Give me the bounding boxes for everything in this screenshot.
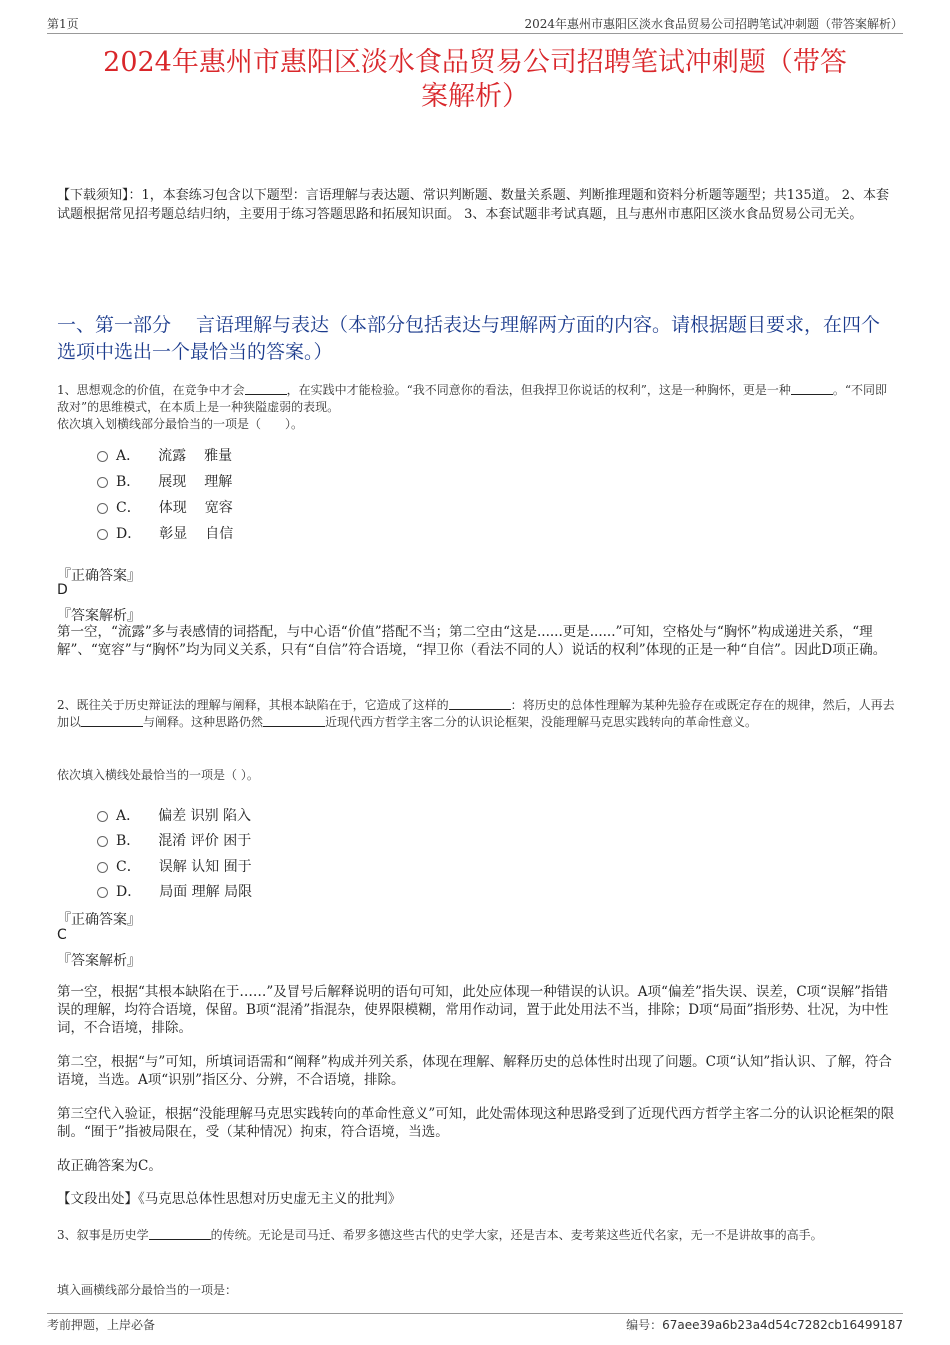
- page-footer: [47, 1313, 903, 1332]
- q1-correct-label: 『正确答案』: [57, 568, 141, 584]
- q2-conclusion: 故正确答案为C。: [57, 1158, 162, 1174]
- radio-icon[interactable]: [97, 887, 108, 898]
- page-number: 第1页: [47, 17, 79, 31]
- option-key: D．: [116, 884, 142, 900]
- radio-icon[interactable]: [97, 862, 108, 873]
- q2-analysis-1: 第一空，根据“其根本缺陷在于……”及冒号后解释说明的语句可知，此处应体现一种错误的认识。A项“偏差”指失误、误差，C项“误解”指错误的理解，均符合语境，保留。B项“混淆”指混杂，使界限模糊，常用作动词，置于此处用法不当，排除；D项“局面”指形势、壮况，为中性词，不合语境，排除。: [57, 984, 889, 1036]
- page-header: [47, 13, 903, 34]
- option-word-2: 雅量: [204, 448, 233, 464]
- radio-icon[interactable]: [97, 503, 108, 514]
- q2-analysis-2: 第二空，根据“与”可知，所填词语需和“阐释”构成并列关系，体现在理解、解释历史的总体性时出现了问题。C项“认知”指认识、了解，符合语境，当选。A项“识别”指区分、分辨，不合语境，排除。: [57, 1054, 892, 1088]
- q2-blank-1: [449, 697, 511, 710]
- header-doc-title: 2024年惠州市惠阳区淡水食品贸易公司招聘笔试冲刺题（带答案解析）: [524, 17, 903, 31]
- download-notice: 【下载须知】：1，本套练习包含以下题型：言语理解与表达题、常识判断题、数量关系题、判断推理题和资料分析题等题型；共135道。 2、本套试题根据常见招考题总结归纳，主要用于练习答题思路和拓展知识面。 3、本套试题非考试真题，且与惠州市惠阳区淡水食品贸易公司无关。: [57, 188, 889, 222]
- option-key: A．: [116, 808, 141, 824]
- q2-option-a[interactable]: [97, 805, 251, 825]
- radio-icon[interactable]: [97, 451, 108, 462]
- q1-text-c: 。“不同即敌对”的思维模式，在本质上是一种狭隘虚弱的表现。: [57, 383, 888, 414]
- option-key: C．: [116, 500, 141, 516]
- q1-text-a: 1、思想观念的价值，在竞争中才会: [57, 383, 245, 397]
- radio-icon[interactable]: [97, 529, 108, 540]
- footer-code-value: 67aee39a6b23a4d54c7282cb16499187: [662, 1318, 903, 1332]
- q1-blank-2: [791, 382, 833, 395]
- q1-blank-1: [245, 382, 287, 395]
- option-word-1: 流露: [158, 448, 187, 464]
- radio-icon[interactable]: [97, 836, 108, 847]
- q2-answer: C: [57, 927, 67, 943]
- q2-text-d: 近现代西方哲学主客二分的认识论框架，没能理解马克思实践转向的革命性意义。: [325, 715, 758, 729]
- q2-blank-2: [81, 714, 143, 727]
- q3-text-a: 3、叙事是历史学: [57, 1228, 149, 1242]
- option-text: 混淆 评价 困于: [158, 833, 252, 849]
- q2-text-b: ：将历史的总体性理解为某种先验存在或既定存在的规律，然后，人再去加以: [57, 698, 895, 729]
- option-key: B．: [116, 833, 141, 849]
- document-title: [40, 46, 910, 114]
- q2-option-b[interactable]: [97, 830, 251, 850]
- option-key: C．: [116, 859, 141, 875]
- q1-option-d[interactable]: [97, 523, 233, 543]
- footer-code: [626, 1316, 903, 1333]
- option-text: 局面 理解 局限: [159, 884, 253, 900]
- option-word-1: 彰显: [159, 526, 188, 542]
- option-key: D．: [116, 526, 142, 542]
- q3-blank-1: [149, 1227, 211, 1240]
- q2-option-d[interactable]: [97, 881, 252, 901]
- q2-option-c[interactable]: [97, 856, 252, 876]
- q2-source: 【文段出处】《马克思总体性思想对历史虚无主义的批判》: [57, 1191, 402, 1207]
- section-title: 一、第一部分 言语理解与表达（本部分包括表达与理解两方面的内容。请根据题目要求，在四个选项中选出一个最恰当的答案。）: [57, 314, 881, 363]
- option-word-1: 展现: [158, 474, 187, 490]
- q1-option-a[interactable]: [97, 445, 232, 465]
- question-3-stem: [57, 1227, 897, 1244]
- q1-option-b[interactable]: [97, 471, 232, 491]
- option-word-2: 自信: [205, 526, 234, 542]
- title-line-1: 2024年惠州市惠阳区淡水食品贸易公司招聘笔试冲刺题（带答: [103, 47, 847, 78]
- q1-prompt: 依次填入划横线部分最恰当的一项是（ ）。: [57, 417, 304, 431]
- q2-prompt: 依次填入横线处最恰当的一项是（ ）。: [57, 768, 259, 782]
- q1-text-b: ，在实践中才能检验。“我不同意你的看法，但我捍卫你说话的权利”，这是一种胸怀，更是一种: [286, 383, 791, 397]
- q1-analysis-label: 『答案解析』: [57, 608, 141, 624]
- q1-analysis: 第一空，“流露”多与表感情的词搭配，与中心语“价值”搭配不当；第二空由“这是......更是......”可知，空格处与“胸怀”构成递进关系，“理解”、“宽容”与“胸怀”均为同义关系，只有“自信”符合语境，“捍卫你（看法不同的人）说话的权利”体现的正是一种“自信”。因此D项正确。: [57, 624, 887, 658]
- q2-analysis-label: 『答案解析』: [57, 953, 141, 969]
- footer-code-label: 编号：: [626, 1318, 663, 1332]
- option-text: 偏差 识别 陷入: [158, 808, 252, 824]
- q1-answer: D: [57, 582, 68, 598]
- radio-icon[interactable]: [97, 811, 108, 822]
- option-key: A．: [116, 448, 141, 464]
- q3-text-b: 的传统。无论是司马迁、希罗多德这些古代的史学大家，还是吉本、麦考莱这些近代名家，无一不是讲故事的高手。: [210, 1228, 823, 1242]
- radio-icon[interactable]: [97, 477, 108, 488]
- option-word-2: 宽容: [204, 500, 233, 516]
- option-word-2: 理解: [204, 474, 233, 490]
- footer-slogan: 考前押题，上岸必备: [47, 1318, 156, 1332]
- title-line-2: 案解析）: [421, 81, 529, 112]
- option-key: B．: [116, 474, 141, 490]
- question-1-stem: [57, 382, 897, 433]
- q3-prompt: 填入画横线部分最恰当的一项是：: [57, 1283, 238, 1297]
- q2-analysis-3: 第三空代入验证，根据“没能理解马克思实践转向的革命性意义”可知，此处需体现这种思路受到了近现代西方哲学主客二分的认识论框架的限制。“囿于”指被局限在，受（某种情况）拘束，符合语境，当选。: [57, 1106, 895, 1140]
- question-2-stem: [57, 697, 897, 731]
- q1-option-c[interactable]: [97, 497, 233, 517]
- q2-correct-label: 『正确答案』: [57, 912, 141, 928]
- q2-blank-3: [263, 714, 325, 727]
- option-word-1: 体现: [158, 500, 187, 516]
- option-text: 误解 认知 囿于: [158, 859, 252, 875]
- q2-text-a: 2、既往关于历史辩证法的理解与阐释，其根本缺陷在于，它造成了这样的: [57, 698, 449, 712]
- q2-text-c: 与阐释。这种思路仍然: [143, 715, 264, 729]
